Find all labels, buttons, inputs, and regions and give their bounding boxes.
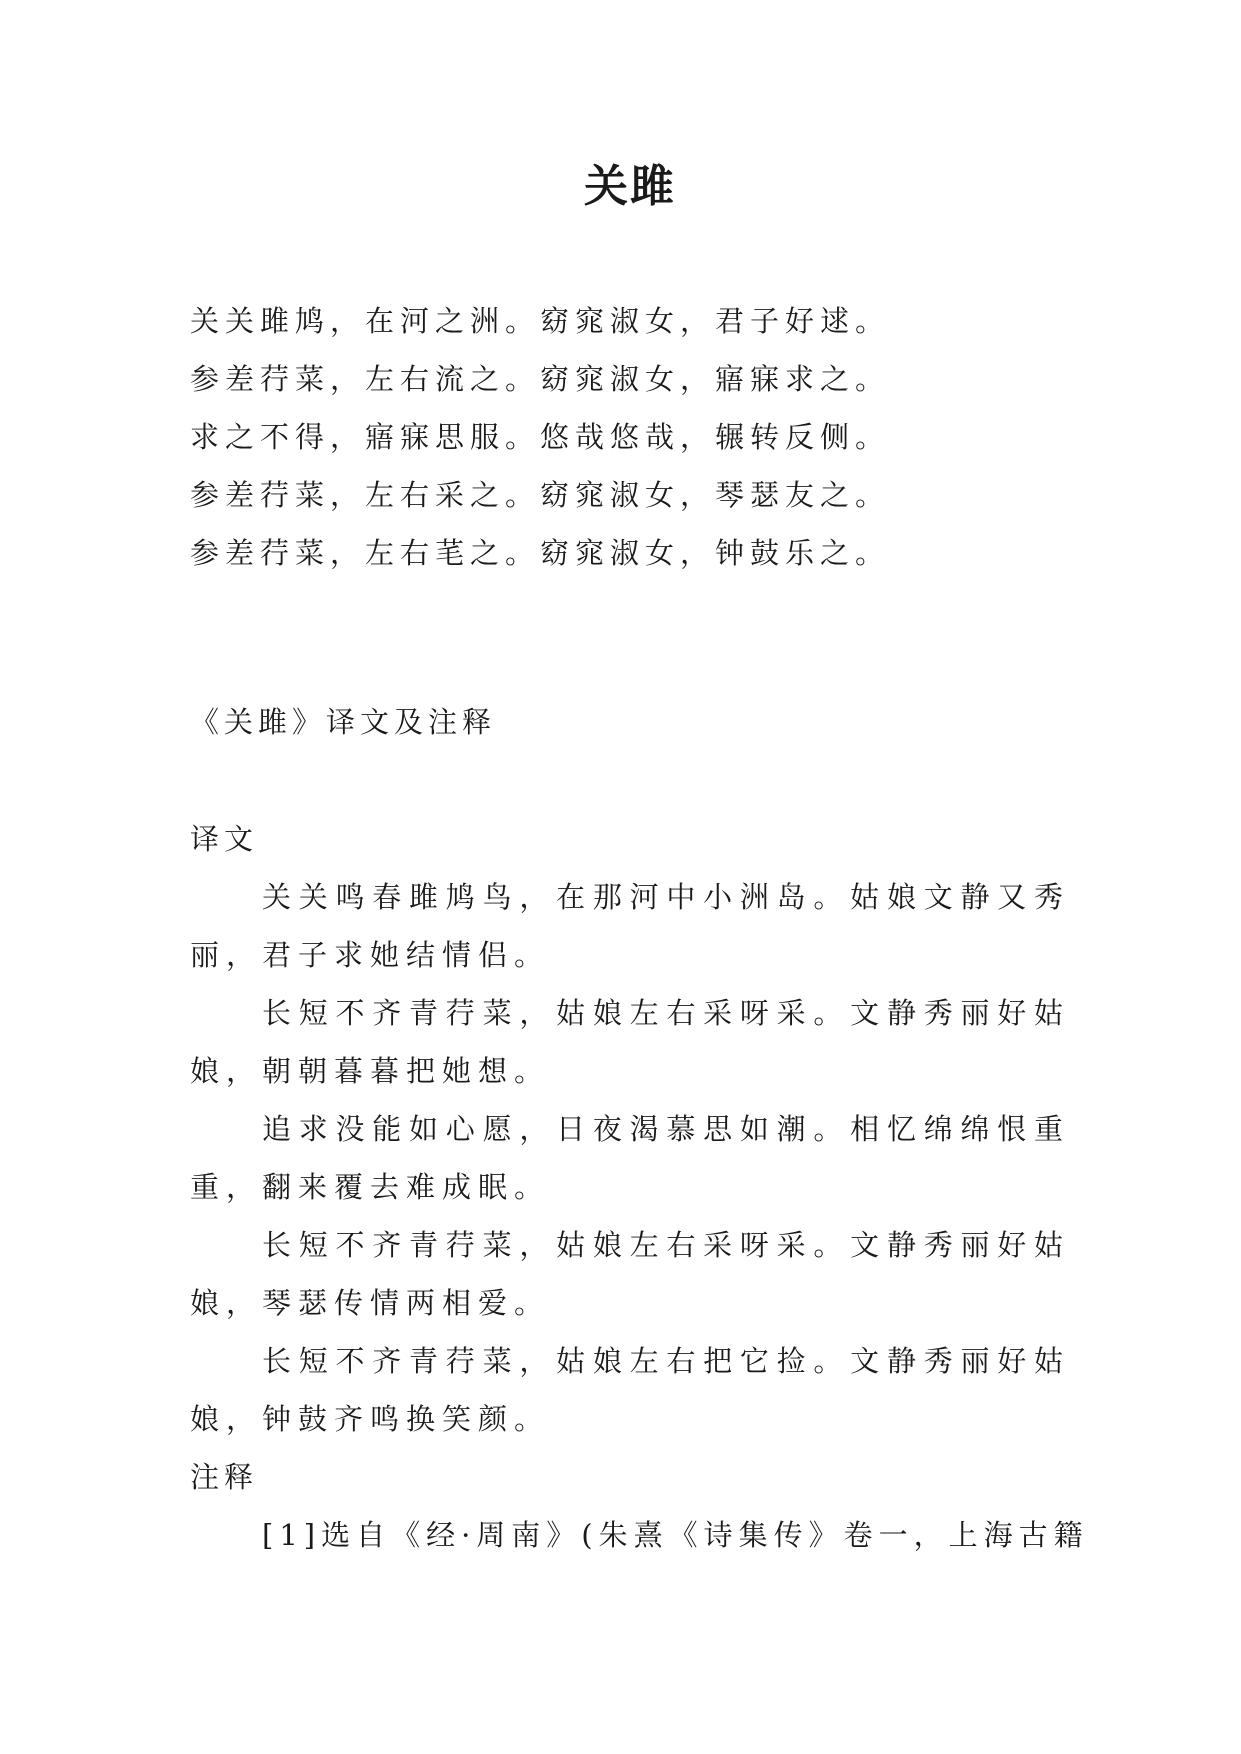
poem-body — [190, 292, 1070, 582]
poem-line: 参差荇菜，左右采之。窈窕淑女，琴瑟友之。 — [190, 478, 891, 512]
translation-paragraph: 长短不齐青荇菜，姑娘左右采呀采。文静秀丽好姑娘，朝朝暮暮把她想。 — [190, 996, 1070, 1088]
poem-line: 关关雎鸠，在河之洲。窈窕淑女，君子好逑。 — [190, 304, 891, 338]
poem-line: 参差荇菜，左右流之。窈窕淑女，寤寐求之。 — [190, 362, 891, 396]
section-heading: 《关雎》译文及注释 — [190, 705, 497, 739]
poem-line: 求之不得，寤寐思服。悠哉悠哉，辗转反侧。 — [190, 420, 891, 454]
translation-paragraph: 关关鸣春雎鸠鸟，在那河中小洲岛。姑娘文静又秀丽，君子求她结情侣。 — [190, 880, 1070, 972]
translation-paragraph: 长短不齐青荇菜，姑娘左右采呀采。文静秀丽好姑娘，琴瑟传情两相爱。 — [190, 1228, 1070, 1320]
poem-line: 参差荇菜，左右芼之。窈窕淑女，钟鼓乐之。 — [190, 536, 891, 570]
notes-heading: 注释 — [190, 1460, 259, 1494]
translation-heading: 译文 — [190, 822, 259, 856]
note-item: [1]选自《经·周南》(朱熹《诗集传》卷一，上海古籍 — [262, 1518, 1089, 1552]
translation-paragraph: 追求没能如心愿，日夜渴慕思如潮。相忆绵绵恨重重，翻来覆去难成眠。 — [190, 1112, 1070, 1204]
document-title: 关雎 — [584, 161, 676, 212]
translation-paragraph: 长短不齐青荇菜，姑娘左右把它捡。文静秀丽好姑娘，钟鼓齐鸣换笑颜。 — [190, 1344, 1070, 1436]
translation-section — [190, 810, 1089, 1564]
